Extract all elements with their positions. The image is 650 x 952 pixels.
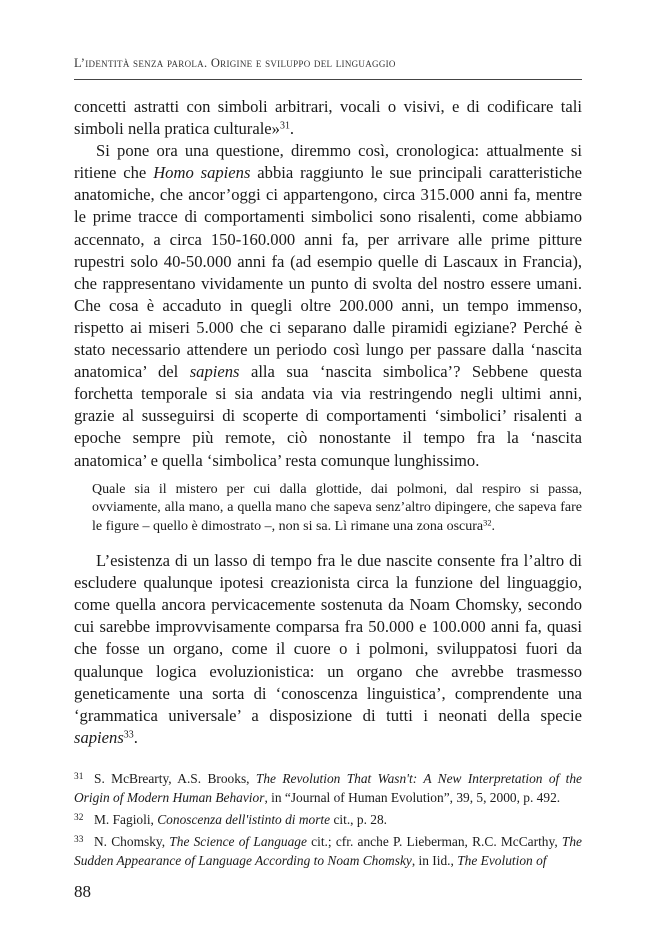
footnotes	[74, 768, 582, 872]
paragraph-2-text-c: alla sua ‘nascita simbolica’? Sebbene questa forchetta temporale si sia andata via via restringendo negli ultimi anni, grazie al susseguirsi di scoperte di comportamenti ‘simbolici’ risalenti a epoche sempre più remote, ciò nonostante il tempo fra la ‘nascita anatomica’ e quella ‘simbolica’ resta comunque lunghissimo.	[74, 362, 583, 470]
footnote-number: 31	[74, 772, 84, 782]
footnote-text: M. Fagioli,	[94, 812, 158, 828]
footnote-number: 32	[74, 812, 84, 823]
running-header: L’identità senza parola. Origine e sviluppo del linguaggio	[74, 56, 396, 70]
footnote-31	[74, 768, 582, 807]
footnote-32	[74, 809, 582, 830]
paragraph-1-end: .	[289, 119, 295, 139]
footnote-number: 33	[74, 835, 84, 846]
paragraph-3-end: .	[133, 727, 138, 747]
footnote-ref-31[interactable]: 31	[279, 120, 290, 132]
footnote-text: cit., p. 28.	[330, 812, 387, 828]
footnote-ref-32[interactable]: 32	[483, 517, 492, 527]
footnote-title: The Sudden Appearance of Language According to Noam Chomsky	[74, 834, 582, 868]
paragraph-3-text: L’esistenza di un lasso di tempo fra le due nascite consente fra l’altro di escludere qualunque ipotesi creazionista circa la funzione del linguaggio, come quella ancora pervicacemente sostenuta da Noam Chomsky, secondo cui sarebbe improvvisamente comparsa fra 50.000 e 100.000 anni fa, quasi che fosse un organo, come il cuore o i polmoni, sviluppatosi fuori da qualunque logica evoluzionistica: un organo che avrebbe trasmesso geneticamente una sorta di ‘conoscenza linguistica’, comprendente una ‘grammatica universale’ a disposizione di tutti i neonati della specie	[74, 551, 582, 725]
paragraph-2	[74, 140, 582, 471]
page-number: 88	[74, 882, 91, 901]
italic-sapiens: sapiens	[189, 362, 240, 382]
footnote-text: , in Iid.,	[411, 852, 458, 868]
paragraph-2-text-a: Si pone ora una questione, diremmo così, cronologica: attualmente si ritiene che	[74, 141, 582, 183]
italic-sapiens-2: sapiens	[74, 727, 124, 747]
footnote-text: , in “Journal of Human Evolution”, 39, 5, 2000, p. 492.	[264, 789, 561, 805]
italic-homo-sapiens: Homo sapiens	[153, 163, 251, 183]
paragraph-2-text-b: abbia raggiunto le sue principali caratteristiche anatomiche, che ancor’oggi ci appartengono, circa 315.000 anni fa, mentre le prime tracce di comportamenti simbolici sono risalenti, come abbiamo accennato, a circa 150-160.000 anni fa, per arrivare alle prime pitture rupestri solo 40-50.000 anni fa (ad esempio quelle di Lascaux in Francia), che rappresentano vividamente un punto di svolta del nostro essere umani. Che cosa è accaduto in quegli oltre 200.000 anni, un tempo immenso, rispetto ai miseri 5.000 che ci separano dalle piramidi egiziane? Perché è stato necessario attendere un periodo così lungo per passare dalla ‘nascita anatomica’ del	[74, 163, 582, 382]
footnote-title: The Evolution of	[457, 852, 547, 868]
footnote-33	[74, 831, 582, 870]
paragraph-1	[74, 96, 582, 140]
footnote-title: The Science of Language	[169, 834, 307, 850]
block-quote-end: .	[491, 518, 495, 534]
paragraph-3	[74, 550, 582, 749]
footnote-title: The Revolution That Wasn't: A New Interpretation of the Origin of Modern Human Behavior	[74, 771, 582, 805]
block-quote-text: Quale sia il mistero per cui dalla glottide, dai polmoni, dal respiro si passa, ovviamente, alla mano, a quella mano che sapeva senz’altro dipingere, che sapeva fare le figure – quello è dimostrato –, non si sa. Lì rimane una zona oscura	[92, 481, 582, 534]
footnote-text: cit.; cfr. anche P. Lieberman, R.C. McCarthy,	[306, 834, 562, 850]
footnote-text: N. Chomsky,	[94, 834, 170, 850]
footnote-title: Conoscenza dell'istinto di morte	[157, 812, 331, 828]
main-text	[74, 96, 582, 749]
paragraph-1-text: concetti astratti con simboli arbitrari, vocali o visivi, e di codificare tali simboli nella pratica culturale»	[74, 97, 582, 139]
footnote-ref-33[interactable]: 33	[123, 729, 134, 741]
header-rule	[74, 79, 582, 80]
footnote-text: S. McBrearty, A.S. Brooks,	[94, 771, 256, 787]
block-quote	[92, 481, 582, 537]
